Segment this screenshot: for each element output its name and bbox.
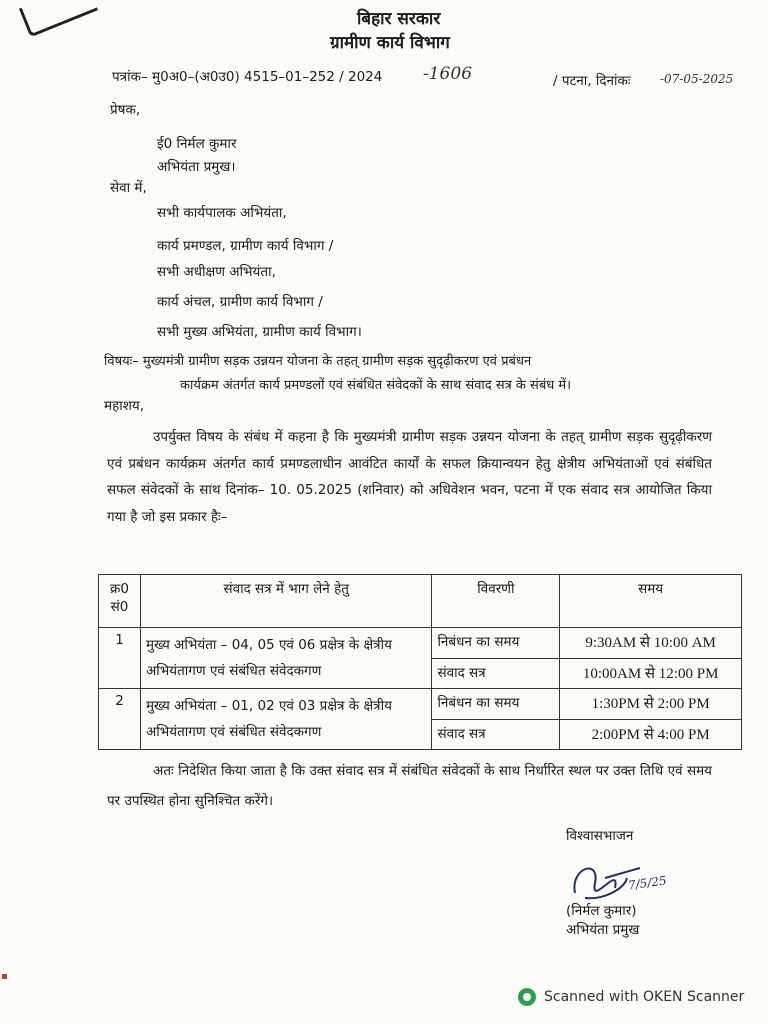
header-time: समय (560, 575, 742, 628)
row-1-desc-2: संवाद सत्र (432, 658, 560, 689)
row-1-time-1: 9:30AM से 10:00 AM (560, 628, 742, 659)
reference-number: पत्रांक– मु0अ0–(अ0उ0) 4515–01–252 / 2024 (112, 69, 383, 85)
row-2-desc-2: संवाद सत्र (432, 719, 560, 750)
table-row (99, 628, 742, 659)
place-date-label: / पटना, दिनांकः (553, 73, 631, 89)
recipient-4: कार्य अंचल, ग्रामीण कार्य विभाग / (157, 294, 323, 310)
sender-label: प्रेषक, (110, 102, 141, 118)
row-1-desc-1: निबंधन का समय (432, 628, 560, 659)
date-handwritten: -07-05-2025 (660, 72, 734, 86)
table-header-row (99, 575, 742, 628)
recipient-5: सभी मुख्य अभियंता, ग्रामीण कार्य विभाग। (157, 324, 362, 340)
row-1-time-2: 10:00AM से 12:00 PM (560, 658, 742, 689)
row-2-desc-1: निबंधन का समय (432, 689, 560, 720)
closing-phrase: विश्वासभाजन (566, 828, 634, 844)
recipient-3: सभी अधीक्षण अभियंता, (157, 264, 276, 280)
subject-line-2: कार्यक्रम अंतर्गत कार्य प्रमण्डलों एवं संबंधित संवेदकों के साथ संवाद सत्र के संबंध में। (180, 378, 572, 393)
schedule-table (98, 574, 742, 750)
reference-handwritten: -1606 (423, 64, 473, 84)
staple-mark (19, 0, 98, 38)
header-sno: क्र0 सं0 (99, 575, 141, 628)
salutation: महाशय, (104, 398, 145, 414)
scanner-text: Scanned with OKEN Scanner (544, 989, 745, 1005)
signature-date: 7/5/25 (627, 873, 668, 893)
table-row (99, 689, 742, 720)
sender-designation: अभियंता प्रमुख। (157, 159, 236, 175)
row-2-time-1: 1:30PM से 2:00 PM (560, 689, 742, 720)
closing-paragraph: अतः निदेशित किया जाता है कि उक्त संवाद सत्र में संबंधित संवेदकों के साथ निर्धारित स्थल पर उक्त तिथि एवं समय पर उपस्थित होना सुनिश्चित करेंगे। (107, 763, 712, 809)
row-2-participants: मुख्य अभियंता – 01, 02 एवं 03 प्रक्षेत्र के क्षेत्रीय अभियंतागण एवं संबंधित संवेदकगण (140, 689, 431, 750)
scanner-watermark (518, 988, 744, 1006)
row-2-time-2: 2:00PM से 4:00 PM (560, 719, 742, 750)
body-paragraph: उपर्युक्त विषय के संबंध में कहना है कि मुख्यमंत्री ग्रामीण सड़क उन्नयन योजना के तहत् ग्रामीण सड़क सुदृढ़ीकरण एवं प्रबंधन कार्यक्रम अंतर्गत कार्य प्रमण्डलाधीन आवंटित कार्यों के सफल क्रियान्वयन हेतु क्षेत्रीय अभियंताओं एवं संबंधित सफल संवेदकों के साथ दिनांक– 10. 05.2025 (शनिवार) को अधिवेशन भवन, पटना में एक संवाद सत्र आयोजित किया गया है जो इस प्रकार हैः– (107, 429, 712, 525)
row-1-participants: मुख्य अभियंता – 04, 05 एवं 06 प्रक्षेत्र के क्षेत्रीय अभियंतागण एवं संबंधित संवेदकगण (140, 628, 431, 689)
header-details: विवरणी (432, 575, 560, 628)
sender-name: ई0 निर्मल कुमार (157, 136, 237, 152)
signatory-designation: अभियंता प्रमुख (566, 922, 640, 938)
department-title: ग्रामीण कार्य विभाग (330, 33, 450, 53)
recipient-2: कार्य प्रमण्डल, ग्रामीण कार्य विभाग / (157, 238, 334, 254)
oken-logo-icon (518, 988, 536, 1006)
recipient-1: सभी कार्यपालक अभियंता, (157, 205, 287, 221)
row-1-sno: 1 (99, 628, 141, 689)
govt-title: बिहार सरकार (357, 9, 441, 29)
row-2-sno: 2 (99, 689, 141, 750)
scan-artifact (2, 974, 7, 979)
header-participants: संवाद सत्र में भाग लेने हेतु (140, 575, 431, 628)
signatory-name: (निर्मल कुमार) (566, 903, 637, 919)
to-label: सेवा में, (110, 180, 147, 196)
subject-line-1: विषयः– मुख्यमंत्री ग्रामीण सड़क उन्नयन योजना के तहत् ग्रामीण सड़क सुदृढ़ीकरण एवं प्रबंधन (104, 354, 532, 369)
